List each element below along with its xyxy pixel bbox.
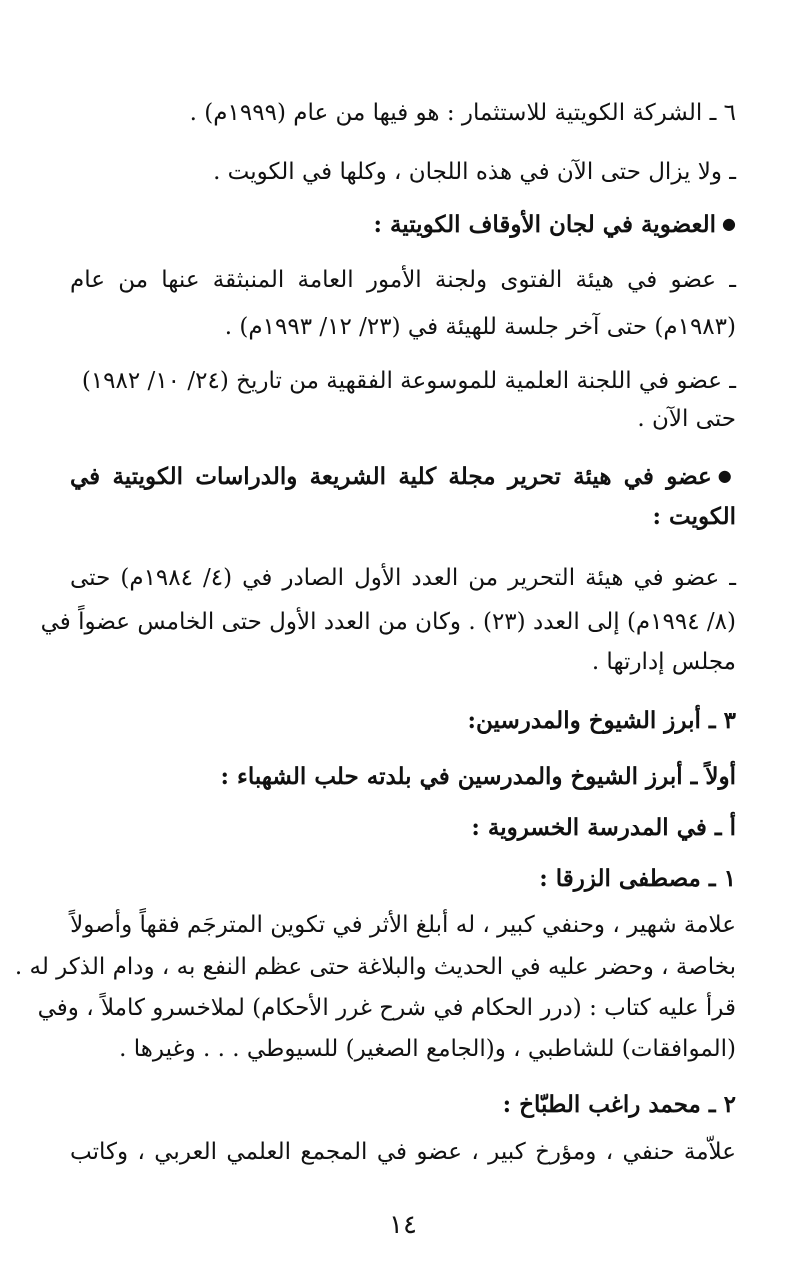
subsection-heading: أولاً ـ أبرز الشيوخ والمدرسين في بلدته حلب الشهباء :	[220, 763, 736, 790]
subsection-heading: أ ـ في المدرسة الخسروية :	[471, 814, 736, 841]
page-number: ١٤	[389, 1210, 417, 1240]
section-heading: ٣ ـ أبرز الشيوخ والمدرسين:	[467, 707, 736, 734]
text-line: ـ ولا يزال حتى الآن في هذه اللجان ، وكلها في الكويت .	[213, 159, 736, 185]
person-heading: ١ ـ مصطفى الزرقا :	[539, 865, 736, 892]
text-line: الكويت :	[652, 503, 736, 530]
text-line: حتى الآن .	[637, 406, 736, 432]
bullet-heading: ● العضوية في لجان الأوقاف الكويتية :	[373, 208, 736, 244]
text-line: (الموافقات) للشاطبي ، و(الجامع الصغير) للسيوطي . . . وغيرها .	[119, 1036, 736, 1062]
text-line: (١٩٨٣م) حتى آخر جلسة للهيئة في (٢٣/ ١٢/ ١٩٩٣م) .	[224, 314, 736, 340]
bullet-heading: ● عضو في هيئة تحرير مجلة كلية الشريعة والدراسات الكويتية في	[70, 460, 736, 496]
text-line: ـ عضو في اللجنة العلمية للموسوعة الفقهية من تاريخ (٢٤/ ١٠/ ١٩٨٢)	[81, 368, 736, 394]
text-line: (٨/ ١٩٩٤م) إلى العدد (٢٣) . وكان من العدد الأول حتى الخامس عضواً في	[40, 609, 736, 635]
text-line: بخاصة ، وحضر عليه في الحديث والبلاغة حتى عظم النفع به ، ودام الذكر له .	[14, 954, 736, 980]
text-line: ـ عضو في هيئة التحرير من العدد الأول الصادر في (٤/ ١٩٨٤م) حتى	[70, 565, 736, 591]
text-line: علامة شهير ، وحنفي كبير ، له أبلغ الأثر في تكوين المترجَم فقهاً وأصولاً	[70, 912, 736, 938]
text-line: علاّمة حنفي ، ومؤرخ كبير ، عضو في المجمع العلمي العربي ، وكاتب	[70, 1139, 736, 1165]
text-line: مجلس إدارتها .	[591, 649, 736, 675]
text-line: ـ عضو في هيئة الفتوى ولجنة الأمور العامة المنبثقة عنها من عام	[70, 267, 736, 293]
text-line: قرأ عليه كتاب : (درر الحكام في شرح غرر الأحكام) لملاخسرو كاملاً ، وفي	[37, 995, 736, 1021]
text-line: ٦ ـ الشركة الكويتية للاستثمار : هو فيها من عام (١٩٩٩م) .	[189, 100, 736, 126]
person-heading: ٢ ـ محمد راغب الطبّاخ :	[502, 1091, 736, 1118]
